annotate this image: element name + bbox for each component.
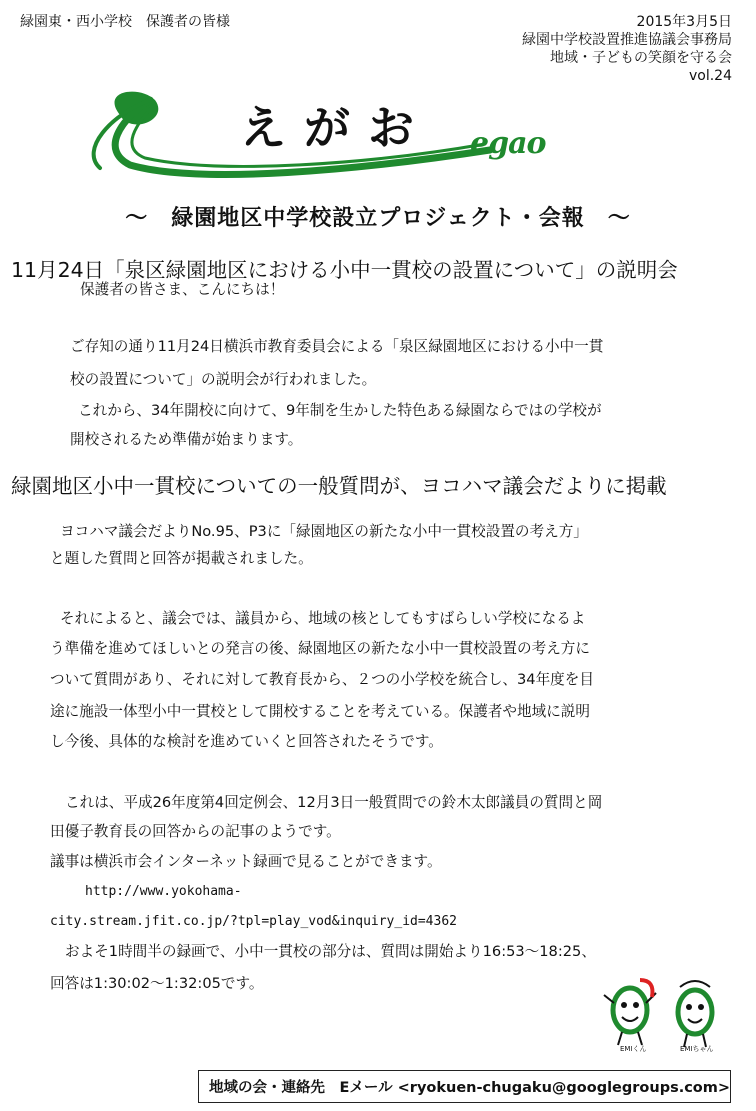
newsletter-title: えがお [240, 101, 432, 155]
paragraph-line: およそ1時間半の録画で、小中一貫校の部分は、質問は開始より16:53～18:25、 [65, 943, 596, 960]
paragraph-line: これから、34年開校に向けて、9年制を生かした特色ある緑園ならではの学校が [78, 402, 602, 419]
recording-url-part1: http://www.yokohama- [85, 884, 242, 899]
office-name: 緑園中学校設置推進協議会事務局 [522, 32, 732, 48]
newsletter-subtitle: ～ 緑園地区中学校設立プロジェクト・会報 ～ [125, 206, 631, 231]
paragraph-line: それによると、議会では、議員から、地域の核としてもすばらしい学校になるよ [60, 610, 586, 627]
paragraph-line: 途に施設一体型小中一貫校として開校することを考えている。保護者や地域に説明 [50, 703, 590, 720]
paragraph-line: 回答は1:30:02～1:32:05です。 [50, 975, 264, 992]
paragraph-line: う準備を進めてほしいとの発言の後、緑園地区の新たな小中一貫校設置の考え方に [50, 640, 590, 657]
mascot-boy-icon [604, 980, 656, 1045]
paragraph-line: 開校されるため準備が始まります。 [70, 431, 303, 448]
paragraph-line: ヨコハマ議会だよりNo.95、P3に「緑園地区の新たな小中一貫校設置の考え方」 [60, 523, 588, 540]
paragraph-line: と題した質問と回答が掲載されました。 [50, 550, 313, 567]
paragraph-line: ご存知の通り11月24日横浜市教育委員会による「泉区緑園地区における小中一貫 [70, 338, 604, 355]
paragraph-line: これは、平成26年度第4回定例会、12月3日一般質問での鈴木太郎議員の質問と岡 [65, 794, 603, 811]
volume-number: vol.24 [688, 68, 732, 84]
paragraph-line: 校の設置について」の説明会が行われました。 [70, 371, 377, 388]
recipient-line: 緑園東・西小学校 保護者の皆様 [20, 14, 230, 30]
mascot-caption-left: EMIくん [620, 1045, 647, 1053]
section2-heading: 緑園地区小中一貫校についての一般質問が、ヨコハマ議会だよりに掲載 [11, 474, 667, 498]
paragraph-line: 保護者の皆さま、こんにちは！ [80, 281, 285, 298]
paragraph-line: 議事は横浜市会インターネット録画で見ることができます。 [50, 853, 442, 870]
mascot-caption-right: EMIちゃん [680, 1045, 714, 1053]
group-name: 地域・子どもの笑顔を守る会 [550, 50, 732, 66]
mascot-girl-icon [678, 981, 712, 1047]
paragraph-line: ついて質問があり、それに対して教育長から、２つの小学校を統合し、34年度を目 [50, 671, 594, 688]
section1-heading: 11月24日「泉区緑園地区における小中一貫校の設置について」の説明会 [11, 258, 678, 282]
contact-footer: 地域の会・連絡先 Eメール <ryokuen-chugaku@googlegroups.com> [198, 1070, 731, 1103]
egao-logo-text: egao [470, 126, 546, 161]
paragraph-line: 田優子教育長の回答からの記事のようです。 [50, 823, 341, 840]
recording-url-part2: city.stream.jfit.co.jp/?tpl=play_vod&inquiry_id=4362 [50, 914, 457, 929]
mascot-illustration [600, 975, 750, 1055]
date: 2015年3月5日 [636, 14, 732, 30]
paragraph-line: し今後、具体的な検討を進めていくと回答されたそうです。 [50, 733, 443, 750]
